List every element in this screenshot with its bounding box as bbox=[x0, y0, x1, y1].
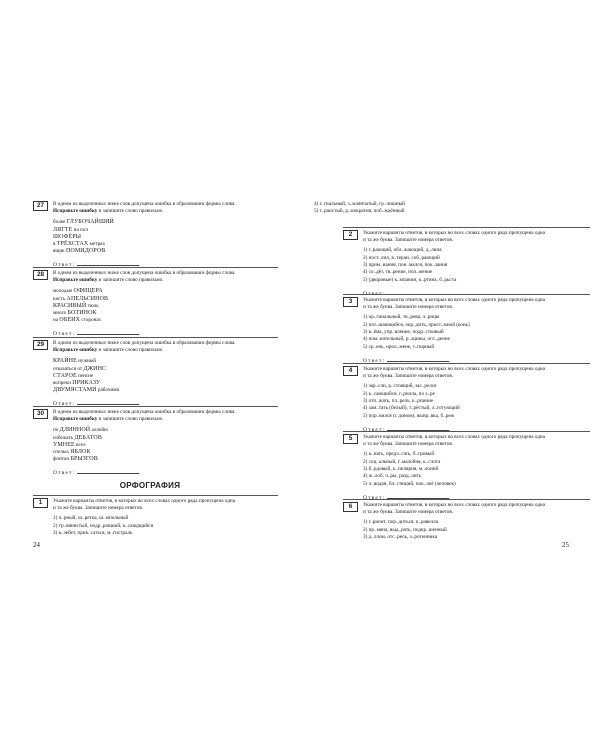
instruction-rest: и запишите слово правильно. bbox=[97, 208, 164, 215]
page-number: 24 bbox=[33, 541, 40, 549]
task-body bbox=[314, 201, 405, 216]
word-item: избежать ДЕБАТОВ bbox=[53, 434, 102, 441]
answer-line: Ответ: . bbox=[363, 424, 545, 434]
option-item: 4) со..дёт, тв..рение, пол..жение bbox=[363, 269, 433, 276]
answer-field[interactable] bbox=[387, 355, 449, 362]
answer-line: Ответ: . bbox=[53, 328, 236, 338]
word-item: молодые ОФИЦЕРА bbox=[53, 288, 103, 295]
word-item: вопреки ПРИКАЗУ bbox=[53, 380, 101, 387]
task-number: 2 bbox=[343, 230, 358, 240]
instruction-rest: и запишите слово правильно. bbox=[97, 277, 164, 284]
word-item: ДВУМЯСТАМИ рабочими bbox=[53, 387, 120, 394]
option-item: 2) пр..мяна, выд..рать, подкр..шенный bbox=[363, 526, 447, 533]
word-item: СТАРОЕ пенсне bbox=[53, 372, 94, 379]
instruction-bold: Исправьте ошибку bbox=[53, 416, 98, 423]
page-number: 25 bbox=[562, 541, 569, 549]
option-item: 2) пот..шающийся, окр..дить, прист..жной (конь) bbox=[363, 321, 470, 328]
answer-field[interactable] bbox=[77, 259, 139, 266]
answer-label: Ответ: bbox=[53, 401, 76, 408]
word-list bbox=[53, 288, 236, 324]
task-number: 28 bbox=[33, 270, 48, 280]
answer-label: Ответ: bbox=[363, 494, 386, 501]
instruction-line bbox=[53, 347, 236, 354]
task-body bbox=[53, 498, 235, 537]
word-item: более ГЛУБОЧАЙШИЙ bbox=[53, 219, 114, 226]
instruction-line: В одном из выделенных ниже слов допущена ошибка в образовании формы слова. bbox=[53, 340, 236, 346]
option-item: 4) ж..лоб, ч..ры, разд..лить bbox=[363, 473, 422, 480]
instruction-line: В одном из выделенных ниже слов допущена ошибка в образовании формы слова. bbox=[53, 270, 236, 276]
answer-label: Ответ: bbox=[363, 357, 386, 364]
option-list bbox=[363, 519, 545, 541]
option-item: 4) зам..тать (белый), т..рёстый, л..готующий bbox=[363, 405, 460, 412]
task-number: 3 bbox=[343, 297, 358, 307]
task-number: 5 bbox=[343, 434, 358, 444]
instruction-line: Укажите варианты ответов, в которых во всех словах одного ряда пропущена одна bbox=[53, 498, 236, 504]
instruction-rest: и запишите слово правильно. bbox=[97, 347, 164, 354]
option-item: 3) прим..нания, пон..мался, пок..зания bbox=[363, 262, 448, 268]
answer-field[interactable] bbox=[77, 328, 139, 335]
task-body bbox=[53, 201, 236, 270]
option-item: 3) б..рдовый, к..пилярия, м..лоний bbox=[363, 466, 439, 472]
task-number: 27 bbox=[33, 201, 48, 211]
instruction-line: и та же буква. Запишите номера ответов. bbox=[363, 373, 454, 380]
instruction-rest: и запишите слово правильно. bbox=[97, 416, 164, 423]
task-body bbox=[53, 340, 236, 409]
answer-label: Ответ: bbox=[53, 262, 76, 269]
instruction-line: и та же буква. Запишите номера ответов. bbox=[363, 441, 454, 448]
word-item: ЛЯГТЕ на пол bbox=[53, 226, 88, 233]
word-item: КРАЙНЕ нужный bbox=[53, 358, 97, 365]
answer-line: Ответ: . bbox=[53, 259, 236, 269]
task-number: 4 bbox=[343, 366, 358, 376]
option-list bbox=[363, 314, 545, 350]
instruction-bold: Исправьте ошибку bbox=[53, 347, 98, 354]
option-item: 2) соц..альный, г..малобия, к..слота bbox=[363, 458, 441, 465]
task-body bbox=[363, 434, 545, 502]
option-item: 3) д..ллом, отс..рель, э..ротенника bbox=[363, 534, 438, 540]
answer-field[interactable] bbox=[387, 424, 449, 431]
section-heading: ОРФОГРАФИЯ bbox=[119, 481, 181, 490]
task-body bbox=[53, 270, 236, 339]
option-item: 1) к..нать, предл..гать, б..гровый bbox=[363, 451, 435, 458]
option-item: 1) г..рионт, пор..диться, к..равелла bbox=[363, 519, 439, 526]
option-item: 4) пом..нательный, р..зцины, огл..дение bbox=[363, 336, 450, 343]
option-item: 5) т..раистый, д..мократия, поб..ждённый bbox=[314, 208, 405, 215]
word-item: по ДЛИННОЙ аллейю bbox=[53, 427, 108, 434]
task-body bbox=[363, 230, 545, 298]
instruction-line: и та же буква. Запишите номера ответов. bbox=[363, 304, 454, 311]
instruction-line: Укажите варианты ответов, в которых во всех словах одного ряда пропущена одна bbox=[363, 366, 546, 372]
option-item: 5) ч..водан, бл..стящий, пок..лоё (человек) bbox=[363, 480, 456, 487]
instruction-line bbox=[53, 416, 236, 423]
answer-field[interactable] bbox=[77, 398, 139, 405]
answer-line: Ответ: . bbox=[363, 355, 545, 365]
option-item: 2) пост..лил, в..теран, соб..рающий bbox=[363, 254, 440, 261]
instruction-line: Укажите варианты ответов, в которых во всех словах одного ряда пропущена одна bbox=[363, 230, 546, 236]
instruction-line: В одном из выделенных ниже слов допущена ошибка в образовании формы слова. bbox=[53, 201, 236, 207]
instruction-line: В одном из выделенных ниже слов допущена ошибка в образовании формы слова. bbox=[53, 409, 236, 415]
answer-field[interactable] bbox=[77, 467, 139, 474]
option-item: 3) к..ёма, упр..вление, подр..стковый bbox=[363, 329, 444, 335]
word-item: КРАСИВЫЙ тюль bbox=[53, 302, 99, 309]
word-item: ШОФЁРЫ bbox=[53, 233, 82, 240]
option-item: 2) тр..вянистый, подр..ровший, к..саюдщийся bbox=[53, 522, 153, 529]
option-item: 4) г..гиальный, з..млянчатый, гр..чишный bbox=[314, 201, 405, 207]
answer-label: Ответ: bbox=[53, 470, 76, 477]
task-number: 6 bbox=[343, 502, 358, 512]
answer-field[interactable] bbox=[387, 492, 449, 499]
answer-label: Ответ: bbox=[363, 426, 386, 433]
task-body bbox=[363, 502, 545, 541]
word-item: в ТРЁХСТАХ метрах bbox=[53, 241, 106, 248]
instruction-bold: Исправьте ошибку bbox=[53, 208, 98, 215]
option-list bbox=[363, 247, 545, 283]
option-list bbox=[363, 383, 545, 419]
instruction-line: и та же буква. Запишите номера ответов. bbox=[53, 505, 144, 512]
instruction-line: Укажите варианты ответов, в которых во всех словах одного ряда пропущена одна bbox=[363, 502, 546, 508]
option-item: 3) к..зебет, прик..саться, м..гистраль bbox=[53, 530, 133, 536]
option-item: 1) ор..гинальный, тк..рева, л..рицы bbox=[363, 314, 440, 321]
word-item: отказаться от ДЖИНС bbox=[53, 365, 107, 372]
word-item: много БОТИНОК bbox=[53, 310, 97, 317]
instruction-line: и та же буква. Запишите номера ответов. bbox=[363, 237, 454, 244]
option-item: 3) отп..жать, пл..рель, к..рпиние bbox=[363, 398, 434, 404]
option-item: 2) к..сающийся, г..рилла, по з..ре bbox=[363, 390, 435, 397]
word-item: УМНЕЕ всех bbox=[53, 441, 86, 448]
task-body bbox=[363, 366, 545, 434]
answer-line: Ответ: . bbox=[363, 492, 545, 502]
word-item: фонтан БРЫЗГОВ bbox=[53, 456, 98, 463]
word-item: спелых ЯБЛОК bbox=[53, 449, 91, 456]
instruction-line: и та же буква. Запишите номера ответов. bbox=[363, 509, 454, 516]
instruction-line: Укажите варианты ответов, в которых во всех словах одного ряда пропущена одна bbox=[363, 297, 546, 303]
option-list bbox=[53, 515, 235, 537]
word-item: на ОБЕИХ сторонах bbox=[53, 317, 102, 324]
option-item: 5) (дворовые) к..мпании, к..ртина, б..рьста bbox=[363, 276, 457, 283]
option-item: 5) ср..ень, ирол..жене, т..порный bbox=[363, 343, 435, 350]
option-list bbox=[363, 451, 545, 487]
right-page bbox=[300, 0, 600, 750]
option-item: 1) ч..рный, ш..ретка, ш..мпольный bbox=[53, 515, 129, 522]
instruction-line bbox=[53, 277, 236, 284]
instruction-line: Укажите варианты ответов, в которых во всех словах одного ряда пропущена одна bbox=[363, 434, 546, 440]
answer-label: Ответ: bbox=[363, 290, 386, 297]
task-number: 1 bbox=[33, 498, 48, 508]
task-number: 29 bbox=[33, 340, 48, 350]
word-item: ящик ПОМИДОРОВ bbox=[53, 248, 106, 255]
word-list bbox=[53, 219, 236, 255]
answer-label: Ответ: bbox=[53, 331, 76, 338]
option-item: 5) пор..вился (с домом), выпр..вка, б..реж bbox=[363, 412, 455, 419]
word-list bbox=[53, 427, 236, 463]
answer-line: Ответ: . bbox=[363, 288, 545, 298]
task-number: 30 bbox=[33, 409, 48, 419]
task-body bbox=[53, 409, 236, 478]
word-item: кисть АПЕЛЬСИНОВ bbox=[53, 295, 109, 302]
option-item: 1) г..рающий, обл..жающий, д..лина bbox=[363, 247, 442, 254]
answer-line: Ответ: . bbox=[53, 467, 236, 477]
word-list bbox=[53, 358, 236, 394]
option-item: 1) зар..сли, р..стоящий, зас..релся bbox=[363, 383, 437, 390]
instruction-bold: Исправьте ошибку bbox=[53, 277, 98, 284]
instruction-line bbox=[53, 208, 236, 215]
answer-line: Ответ: . bbox=[53, 398, 236, 408]
task-body bbox=[363, 297, 545, 365]
